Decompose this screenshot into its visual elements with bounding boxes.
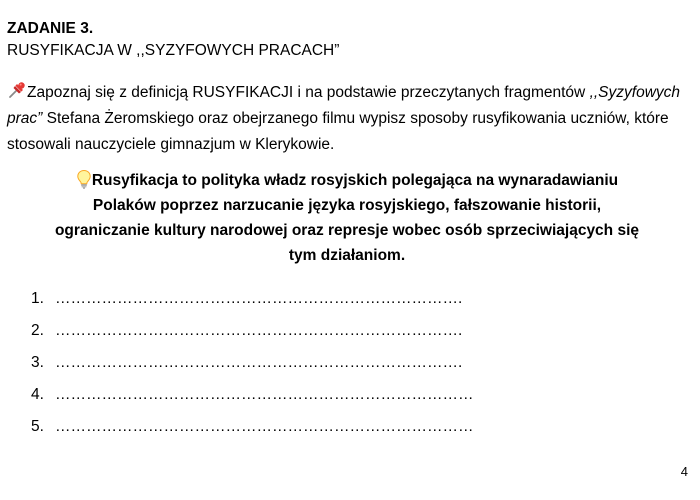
task-subtitle: RUSYFIKACJA W ,,SYZYFOWYCH PRACACH” [7,42,340,59]
answer-list [7,286,687,446]
answer-number: 2. [31,322,44,339]
answer-line-4[interactable] [7,382,687,414]
answer-line-5[interactable] [7,414,687,446]
instruction-text-part2: Stefana Żeromskiego oraz obejrzanego filmu wypisz sposoby rusyfikowania uczniów, które stosowali nauczyciele gimnazjum w Klerykowie. [7,110,669,153]
instruction-book-title: ,,Syzyfowych prac” [7,84,681,127]
definition-text: Rusyfikacja to polityka władz rosyjskich polegająca na wynaradawianiu Polaków poprzez narzucanie języka rosyjskiego, fałszowanie historii, ograniczanie kultury narodowej oraz represje wobec osób sprzeciwiających się tym działaniom. [54,172,640,264]
answer-dotted-line: ……………………………………………………………………. [55,322,463,339]
document-page [7,18,687,446]
answer-dotted-line: ……………………………………………………………………… [55,386,474,403]
answer-number: 3. [31,354,44,371]
task-title: ZADANIE 3. [7,20,94,37]
answer-number: 1. [31,290,44,307]
lightbulb-icon [76,169,92,189]
answer-line-3[interactable] [7,350,687,382]
page-number: 4 [680,464,688,479]
answer-dotted-line: ……………………………………………………………………. [55,354,463,371]
answer-dotted-line: ……………………………………………………………………… [55,418,474,435]
answer-number: 5. [31,418,44,435]
answer-dotted-line: ……………………………………………………………………. [55,290,463,307]
answer-number: 4. [31,386,44,403]
instruction-text-part1: Zapoznaj się z definicją RUSYFIKACJI i na podstawie przeczytanych fragmentów [27,84,590,101]
pushpin-icon [7,80,27,100]
answer-line-2[interactable] [7,318,687,350]
instruction-paragraph [7,80,687,158]
definition-box [7,168,687,268]
answer-line-1[interactable] [7,286,687,318]
